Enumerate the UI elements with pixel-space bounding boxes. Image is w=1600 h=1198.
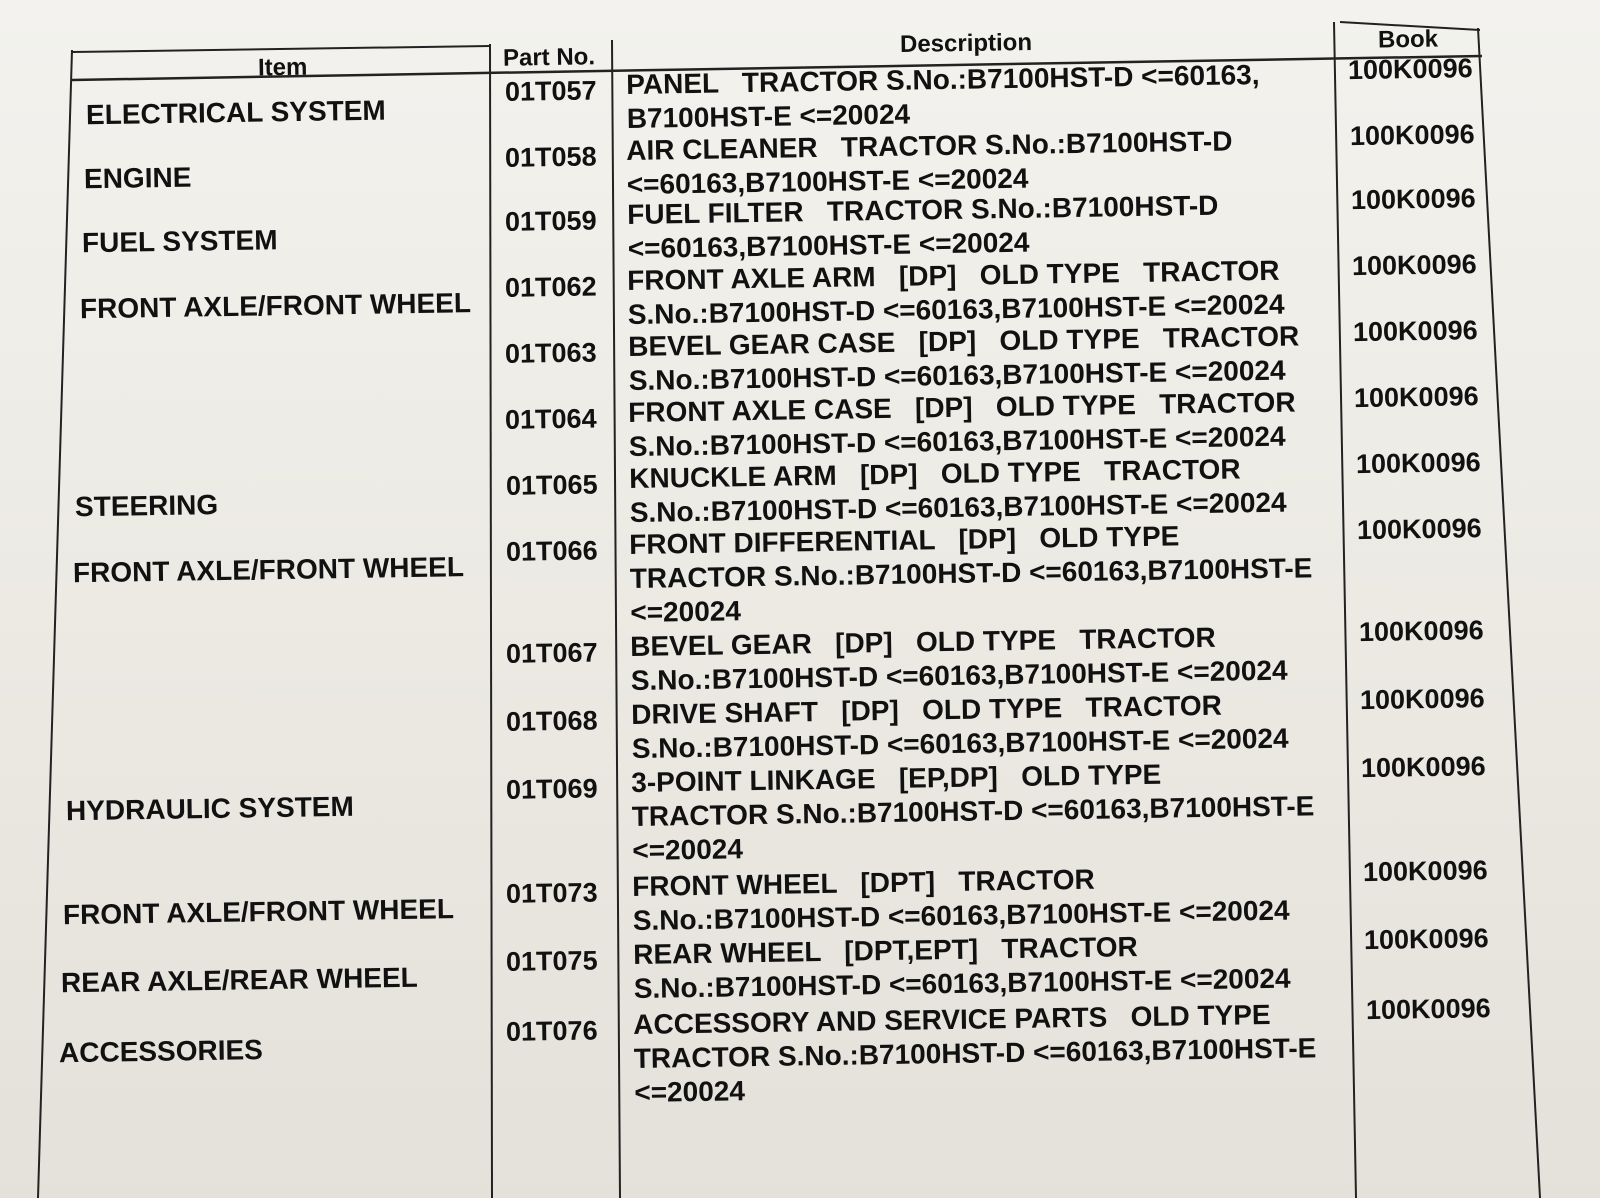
description-cell: [633, 927, 1354, 1006]
item-cell: ELECTRICAL SYSTEM: [85, 94, 387, 131]
description-line: <=20024: [630, 595, 742, 628]
description-line: DRIVE SHAFT [DP] OLD TYPE TRACTOR: [630, 689, 1222, 730]
description-line: S.No.:B7100HST-D <=60163,B7100HST-E <=20024: [628, 420, 1287, 462]
description-line: TRACTOR S.No.:B7100HST-D <=60163,B7100HST-E: [633, 1032, 1317, 1074]
book-cell: 100K0096: [1350, 183, 1476, 216]
item-cell: FUEL SYSTEM: [82, 224, 279, 259]
book-cell: 100K0096: [1358, 615, 1484, 648]
header-description: Description: [899, 28, 1033, 59]
description-line: FRONT AXLE CASE [DP] OLD TYPE TRACTOR: [628, 386, 1297, 428]
book-cell: 100K0096: [1360, 751, 1487, 784]
description-cell: [633, 997, 1355, 1110]
description-line: S.No.:B7100HST-D <=60163,B7100HST-E <=20024: [631, 722, 1289, 764]
header-book: Book: [1377, 25, 1439, 54]
description-line: TRACTOR S.No.:B7100HST-D <=60163,B7100HST-E: [629, 552, 1313, 594]
description-line: <=20024: [632, 833, 744, 866]
description-line: S.No.:B7100HST-D <=60163,B7100HST-E <=20024: [632, 894, 1290, 936]
book-cell: 100K0096: [1359, 683, 1485, 716]
book-cell: 100K0096: [1356, 513, 1482, 546]
book-cell: 100K0096: [1349, 119, 1475, 152]
book-cell: 100K0096: [1348, 53, 1474, 86]
description-line: FUEL FILTER TRACTOR S.No.:B7100HST-D: [626, 189, 1219, 230]
description-line: REAR WHEEL [DPT,EPT] TRACTOR: [632, 931, 1138, 970]
book-cell: 100K0096: [1362, 855, 1489, 888]
part-number-cell: 01T062: [505, 271, 598, 303]
description-line: S.No.:B7100HST-D <=60163,B7100HST-E <=20024: [629, 486, 1287, 528]
part-number-cell: 01T058: [504, 141, 597, 173]
part-number-cell: 01T063: [505, 337, 598, 369]
part-number-cell: 01T066: [505, 535, 598, 567]
item-cell: FRONT AXLE/FRONT WHEEL: [62, 893, 455, 931]
description-cell: [631, 755, 1353, 868]
item-cell: ENGINE: [83, 161, 192, 195]
description-line: BEVEL GEAR [DP] OLD TYPE TRACTOR: [630, 621, 1217, 662]
description-line: S.No.:B7100HST-D <=60163,B7100HST-E <=20024: [633, 962, 1291, 1004]
book-cell: 100K0096: [1354, 381, 1480, 414]
item-cell: HYDRAULIC SYSTEM: [65, 790, 355, 827]
part-number-cell: 01T076: [506, 1015, 599, 1047]
description-line: FRONT DIFFERENTIAL [DP] OLD TYPE: [629, 520, 1181, 560]
book-cell: 100K0096: [1365, 993, 1491, 1026]
part-number-cell: 01T065: [505, 469, 598, 501]
part-number-cell: 01T057: [504, 75, 597, 107]
header-item: Item: [257, 53, 308, 82]
book-cell: 100K0096: [1351, 249, 1477, 282]
description-line: ACCESSORY AND SERVICE PARTS OLD TYPE: [633, 998, 1271, 1040]
description-cell: [631, 687, 1352, 766]
description-line: FRONT WHEEL [DPT] TRACTOR: [632, 863, 1095, 902]
part-number-cell: 01T073: [505, 877, 598, 909]
description-line: <=60163,B7100HST-E <=20024: [627, 162, 1030, 200]
book-cell: 100K0096: [1355, 447, 1481, 480]
part-number-cell: 01T067: [505, 637, 598, 669]
description-cell: [630, 619, 1351, 698]
part-number-cell: 01T064: [505, 403, 598, 435]
description-cell: [629, 517, 1351, 630]
description-line: <=60163,B7100HST-E <=20024: [627, 226, 1030, 264]
description-line: PANEL TRACTOR S.No.:B7100HST-D <=60163,: [626, 59, 1260, 100]
description-line: <=20024: [634, 1075, 746, 1108]
item-cell: STEERING: [74, 489, 219, 523]
description-line: BEVEL GEAR CASE [DP] OLD TYPE TRACTOR: [627, 320, 1300, 362]
book-cell: 100K0096: [1352, 315, 1479, 348]
description-line: TRACTOR S.No.:B7100HST-D <=60163,B7100HST-E: [631, 790, 1315, 832]
part-number-cell: 01T069: [505, 773, 598, 805]
part-number-cell: 01T075: [506, 945, 599, 977]
description-line: S.No.:B7100HST-D <=60163,B7100HST-E <=20024: [630, 654, 1288, 696]
item-cell: FRONT AXLE/FRONT WHEEL: [80, 287, 472, 325]
description-line: KNUCKLE ARM [DP] OLD TYPE TRACTOR: [628, 453, 1241, 494]
header-part-no: Part No.: [502, 43, 596, 72]
description-line: FRONT AXLE ARM [DP] OLD TYPE TRACTOR: [627, 254, 1281, 296]
item-cell: ACCESSORIES: [59, 1034, 264, 1069]
book-cell: 100K0096: [1364, 923, 1490, 956]
description-line: B7100HST-E <=20024: [626, 98, 911, 134]
description-line: AIR CLEANER TRACTOR S.No.:B7100HST-D: [626, 125, 1234, 166]
description-line: S.No.:B7100HST-D <=60163,B7100HST-E <=20024: [628, 354, 1286, 396]
description-line: S.No.:B7100HST-D <=60163,B7100HST-E <=20024: [628, 288, 1286, 330]
item-cell: REAR AXLE/REAR WHEEL: [61, 961, 419, 999]
part-number-cell: 01T068: [505, 705, 598, 737]
description-cell: [632, 859, 1353, 938]
part-number-cell: 01T059: [504, 205, 597, 237]
description-line: 3-POINT LINKAGE [EP,DP] OLD TYPE: [631, 758, 1162, 798]
item-cell: FRONT AXLE/FRONT WHEEL: [72, 551, 465, 589]
